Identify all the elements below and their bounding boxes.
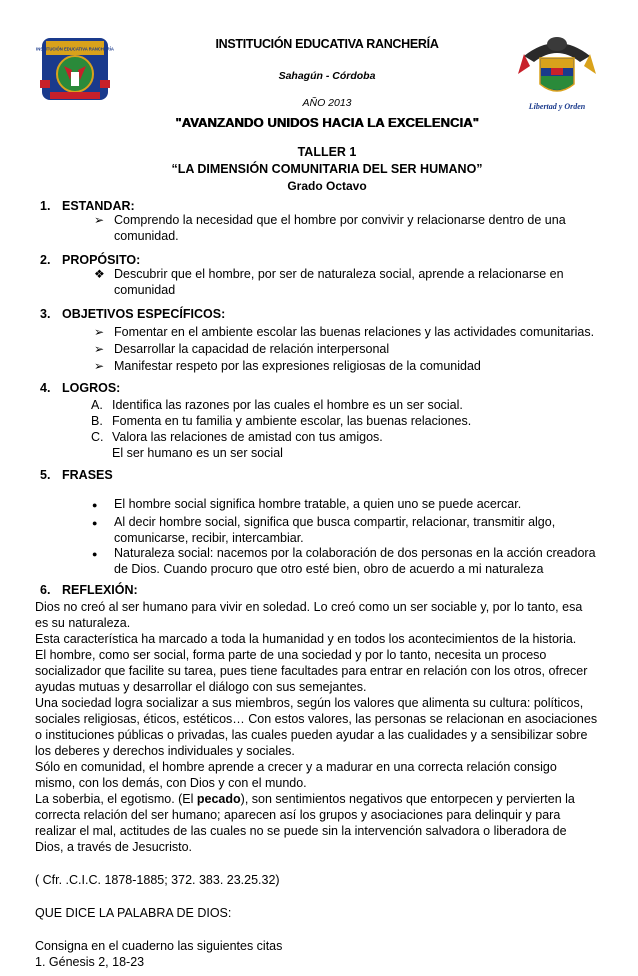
logro-item: Valora las relaciones de amistad con tus amigos.	[112, 430, 383, 444]
proposito-item-cont: comunidad	[114, 283, 176, 297]
logro-item: Identifica las razones por las cuales el hombre es un ser social.	[112, 398, 463, 412]
section-heading-logros: 4. LOGROS:	[40, 381, 121, 395]
citation-text: ( Cfr. .C.I.C. 1878-1885; 372. 383. 23.25.32)	[35, 873, 280, 887]
frase-item: El hombre social significa hombre tratable, a quien uno se puede acercar.	[114, 497, 522, 511]
frase-item-cont: comunicarse, recibir, intercambiar.	[114, 531, 304, 545]
frase-item: Naturaleza social: nacemos por la colaboración de dos personas en la acción creadora	[114, 546, 596, 560]
dot-bullet-icon: ●	[92, 500, 98, 510]
grade-label: Grado Octavo	[287, 179, 367, 193]
section-heading-estandar: 1. ESTANDAR:	[40, 199, 135, 213]
section-heading-objetivos: 3. OBJETIVOS ESPECÍFICOS:	[40, 307, 226, 321]
workshop-title: TALLER 1	[297, 145, 357, 159]
crest-title-text: INSTITUCIÓN EDUCATIVA RANCHERÍA	[36, 46, 114, 52]
bible-question: QUE DICE LA PALABRA DE DIOS:	[35, 906, 232, 920]
objetivo-item: Fomentar en el ambiente escolar las buenas relaciones y las actividades comunitarias.	[114, 325, 595, 339]
reflexion-text: La soberbia, el egotismo. (El	[35, 792, 197, 806]
section-heading-frases: 5. FRASES	[40, 468, 113, 482]
school-location: Sahagún - Córdoba	[278, 70, 376, 82]
reflexion-line: Dios no creó al ser humano para vivir en soledad. Lo creó como un ser sociable y, por lo tanto, esa	[35, 600, 583, 614]
logro-item: El ser humano es un ser social	[112, 446, 283, 460]
estandar-item-cont: comunidad.	[114, 229, 179, 243]
school-motto: "AVANZANDO UNIDOS HACIA LA EXCELENCIA"	[175, 115, 479, 130]
logro-letter: C.	[91, 430, 104, 444]
arrow-bullet-icon: ➢	[94, 359, 105, 373]
reflexion-line: los deberes y derechos individuales y sociales.	[35, 744, 295, 758]
reflexion-line: Sólo en comunidad, el hombre aprende a crecer y a madurar en una correcta relación consigo	[35, 760, 557, 774]
reflexion-line: Dios, a través de Jesucristo.	[35, 840, 193, 854]
frase-item-cont: de Dios. Cuando procuro que otro esté bien, obro de acuerdo a mi naturaleza	[114, 562, 544, 576]
arrow-bullet-icon: ➢	[94, 213, 105, 227]
dot-bullet-icon: ●	[92, 549, 98, 559]
section-heading-reflexion: 6. REFLEXIÓN:	[40, 583, 138, 597]
reflexion-line: sociales religiosas, éticos, estéticos… Con estos valores, las personas se relacionan en asociaciones	[35, 712, 598, 726]
frase-item: Al decir hombre social, significa que busca compartir, relacionar, transmitir algo,	[114, 515, 556, 529]
reflexion-line: socializador que facilite su tarea, pues tiene facultades para entrar en relación con los otros, ofrecer	[35, 664, 588, 678]
reflexion-line: Esta característica ha marcado a toda la humanidad y en todos los acontecimientos de la historia.	[35, 632, 577, 646]
school-name: INSTITUCIÓN EDUCATIVA RANCHERÍA	[215, 37, 439, 51]
logro-letter: A.	[91, 398, 103, 412]
bible-cite-item: 1. Génesis 2, 18-23	[35, 955, 145, 969]
reflexion-line: Una sociedad logra socializar a sus miembros, según los valores que alimenta su cultura: políticos,	[35, 696, 584, 710]
objetivo-item: Manifestar respeto por las expresiones religiosas de la comunidad	[114, 359, 481, 373]
coat-of-arms-motto: Libertad y Orden	[528, 102, 586, 111]
reflexion-line: realizar el mal, actitudes de las cuales no se puede sin la intervención salvadora o liberadora de	[35, 824, 567, 838]
section-heading-proposito: 2. PROPÓSITO:	[40, 253, 141, 267]
estandar-item: Comprendo la necesidad que el hombre por convivir y relacionarse dentro de una	[114, 213, 566, 227]
reflexion-text: ), son sentimientos negativos que entorpecen y pervierten la	[240, 792, 575, 806]
workshop-topic: “LA DIMENSIÓN COMUNITARIA DEL SER HUMANO”	[171, 162, 483, 176]
arrow-bullet-icon: ➢	[94, 342, 105, 356]
logro-item: Fomenta en tu familia y ambiente escolar, las buenas relaciones.	[112, 414, 472, 428]
instruction-text: Consigna en el cuaderno las siguientes citas	[35, 939, 283, 953]
objetivo-item: Desarrollar la capacidad de relación interpersonal	[114, 342, 390, 356]
logro-letter: B.	[91, 414, 103, 428]
reflexion-line: El hombre, como ser social, forma parte de una sociedad y por lo tanto, necesita un proceso	[35, 648, 547, 662]
arrow-bullet-icon: ➢	[94, 325, 105, 339]
reflexion-line-pecado	[35, 791, 603, 807]
reflexion-line: o instituciones públicas o privadas, las cuales pueden ayudar a las cualidades y a sensibilizar sobre	[35, 728, 588, 742]
reflexion-line: es su naturaleza.	[35, 616, 131, 630]
reflexion-line: ayudas mutuas y desarrollar el diálogo con sus semejantes.	[35, 680, 367, 694]
school-year: AÑO 2013	[302, 97, 352, 109]
diamond-bullet-icon: ❖	[94, 267, 105, 281]
reflexion-line: mismo, con los demás, con Dios y con el mundo.	[35, 776, 307, 790]
reflexion-line: correcta relación del ser humano; aparecen así los grupos y asociaciones para delinquir y para	[35, 808, 561, 822]
proposito-item: Descubrir que el hombre, por ser de naturaleza social, aprende a relacionarse en	[114, 267, 564, 281]
dot-bullet-icon: ●	[92, 518, 98, 528]
pecado-emphasis: pecado	[196, 792, 241, 806]
